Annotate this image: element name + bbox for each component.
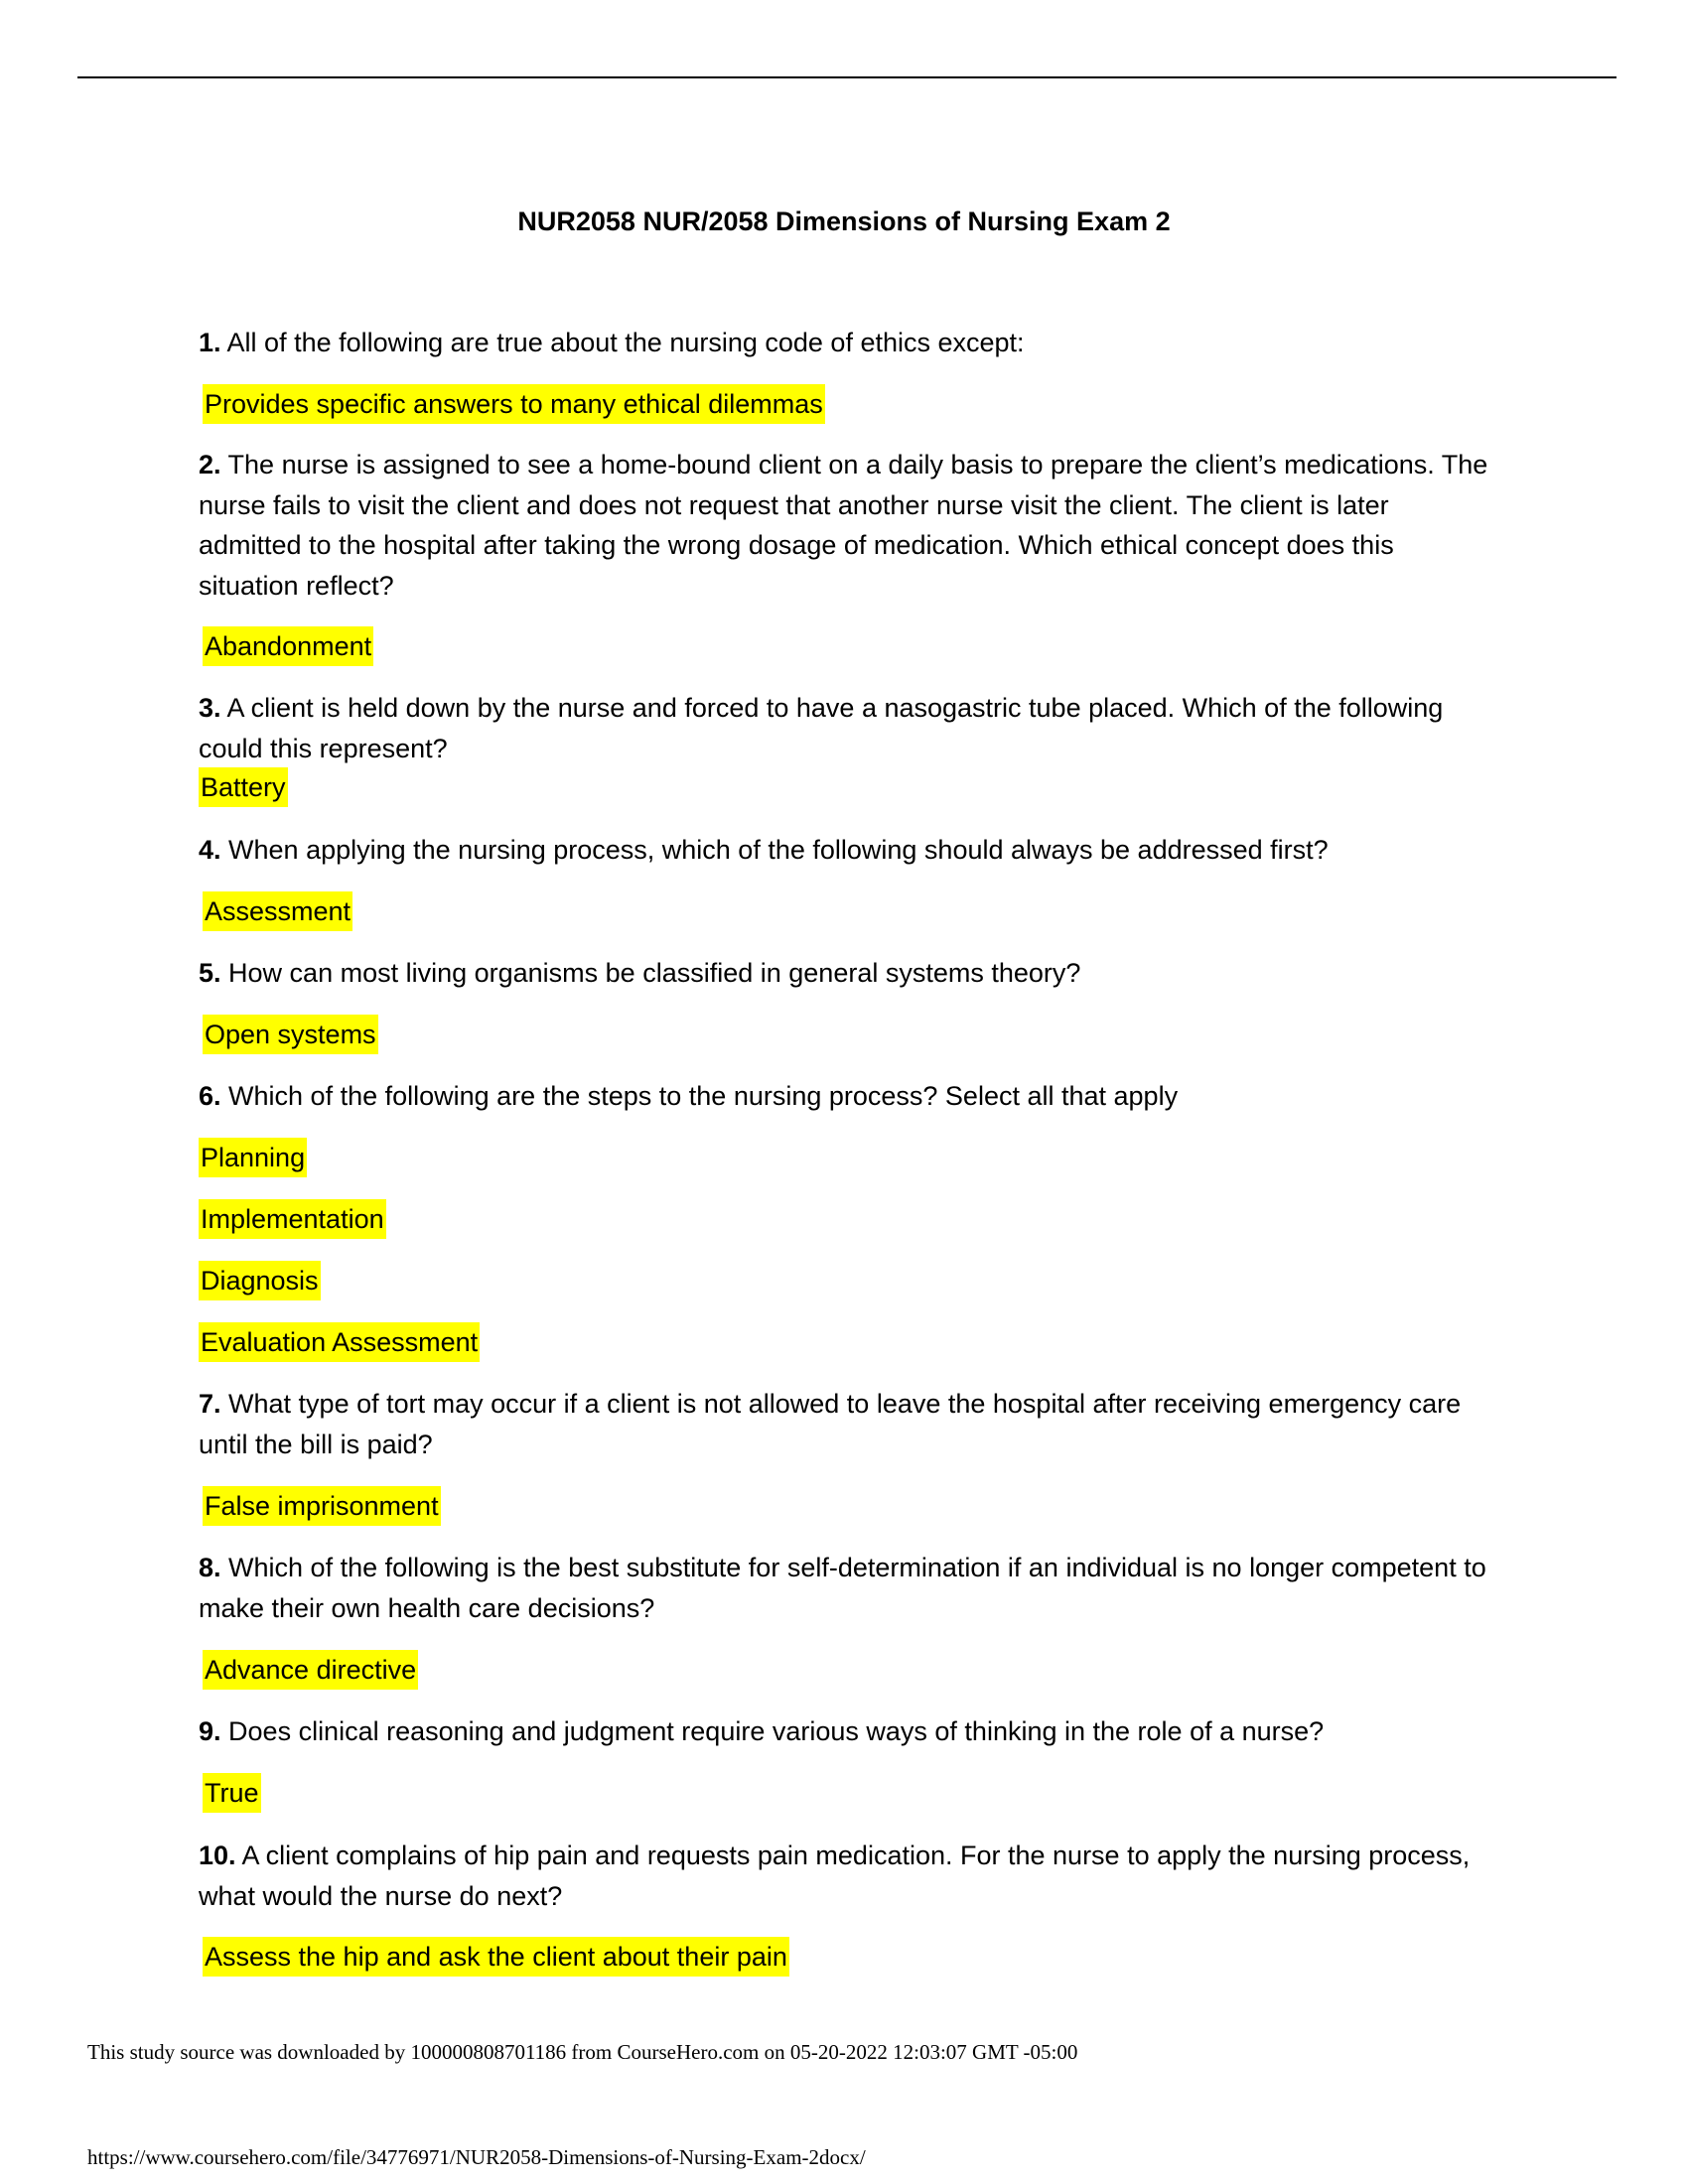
answer-highlight: True xyxy=(203,1773,261,1813)
question-9 xyxy=(199,1711,1489,1752)
header-rule xyxy=(77,76,1617,78)
question-number: 5. xyxy=(199,958,221,988)
question-text: All of the following are true about the nursing code of ethics except: xyxy=(220,328,1025,357)
question-number: 4. xyxy=(199,835,221,865)
answer-highlight: Provides specific answers to many ethical dilemmas xyxy=(203,384,825,424)
answer-3 xyxy=(199,767,288,807)
answer-highlight: Assessment xyxy=(203,891,352,931)
question-text: What type of tort may occur if a client is not allowed to leave the hospital after receiving emergency care until the bill is paid? xyxy=(199,1389,1462,1459)
question-10 xyxy=(199,1836,1489,1916)
question-number: 9. xyxy=(199,1716,221,1746)
question-3 xyxy=(199,688,1489,768)
answer-6-option-4 xyxy=(199,1322,480,1362)
answer-highlight: Assess the hip and ask the client about their pain xyxy=(203,1937,789,1977)
answer-1 xyxy=(199,384,825,424)
answer-6-option-3 xyxy=(199,1261,321,1300)
answer-highlight: Battery xyxy=(199,767,288,807)
download-notice: This study source was downloaded by 100000808701186 from CourseHero.com on 05-20-2022 12:03:07 GMT -05:00 xyxy=(87,2040,1078,2064)
answer-8 xyxy=(199,1650,418,1690)
question-number: 7. xyxy=(199,1389,221,1419)
answer-4 xyxy=(199,891,352,931)
answer-highlight: Planning xyxy=(199,1138,307,1177)
answer-highlight: Advance directive xyxy=(203,1650,418,1690)
question-7 xyxy=(199,1384,1489,1464)
question-number: 10. xyxy=(199,1841,236,1870)
question-text: How can most living organisms be classified in general systems theory? xyxy=(220,958,1081,988)
question-text: Which of the following are the steps to the nursing process? Select all that apply xyxy=(220,1081,1179,1111)
document-title: NUR2058 NUR/2058 Dimensions of Nursing Exam 2 xyxy=(517,206,1171,236)
answer-7 xyxy=(199,1486,441,1526)
answer-6-option-2 xyxy=(199,1199,386,1239)
question-5 xyxy=(199,953,1489,994)
question-number: 6. xyxy=(199,1081,221,1111)
answer-10 xyxy=(199,1937,789,1977)
question-number: 3. xyxy=(199,693,221,723)
source-url-link[interactable]: https://www.coursehero.com/file/34776971/NUR2058-Dimensions-of-Nursing-Exam-2docx/ xyxy=(87,2145,866,2169)
question-text: Does clinical reasoning and judgment require various ways of thinking in the role of a nurse? xyxy=(220,1716,1325,1746)
answer-highlight: False imprisonment xyxy=(203,1486,441,1526)
answer-highlight: Implementation xyxy=(199,1199,386,1239)
question-text: When applying the nursing process, which of the following should always be addressed first? xyxy=(220,835,1329,865)
question-number: 1. xyxy=(199,328,221,357)
question-text: A client is held down by the nurse and forced to have a nasogastric tube placed. Which of the following could this represent? xyxy=(199,693,1444,763)
answer-5 xyxy=(199,1015,378,1054)
question-4 xyxy=(199,830,1489,871)
answer-6-option-1 xyxy=(199,1138,307,1177)
question-text: Which of the following is the best substitute for self-determination if an individual is no longer competent to make their own health care decisions? xyxy=(199,1553,1486,1623)
question-6 xyxy=(199,1076,1489,1117)
question-1 xyxy=(199,323,1489,363)
question-8 xyxy=(199,1548,1489,1628)
question-text: A client complains of hip pain and requests pain medication. For the nurse to apply the nursing process, what would the nurse do next? xyxy=(199,1841,1471,1911)
question-2 xyxy=(199,445,1489,606)
answer-highlight: Open systems xyxy=(203,1015,378,1054)
question-text: The nurse is assigned to see a home-bound client on a daily basis to prepare the client’s medications. The nurse fails to visit the client and does not request that another nurse visit the client. The client is later admitted to the hospital after taking the wrong dosage of medication. Which ethical concept does this situation reflect? xyxy=(199,450,1488,601)
answer-highlight: Abandonment xyxy=(203,626,373,666)
answer-9 xyxy=(199,1773,261,1813)
answer-2 xyxy=(199,626,373,666)
answer-highlight: Evaluation Assessment xyxy=(199,1322,480,1362)
question-number: 8. xyxy=(199,1553,221,1582)
question-number: 2. xyxy=(199,450,221,479)
answer-highlight: Diagnosis xyxy=(199,1261,321,1300)
